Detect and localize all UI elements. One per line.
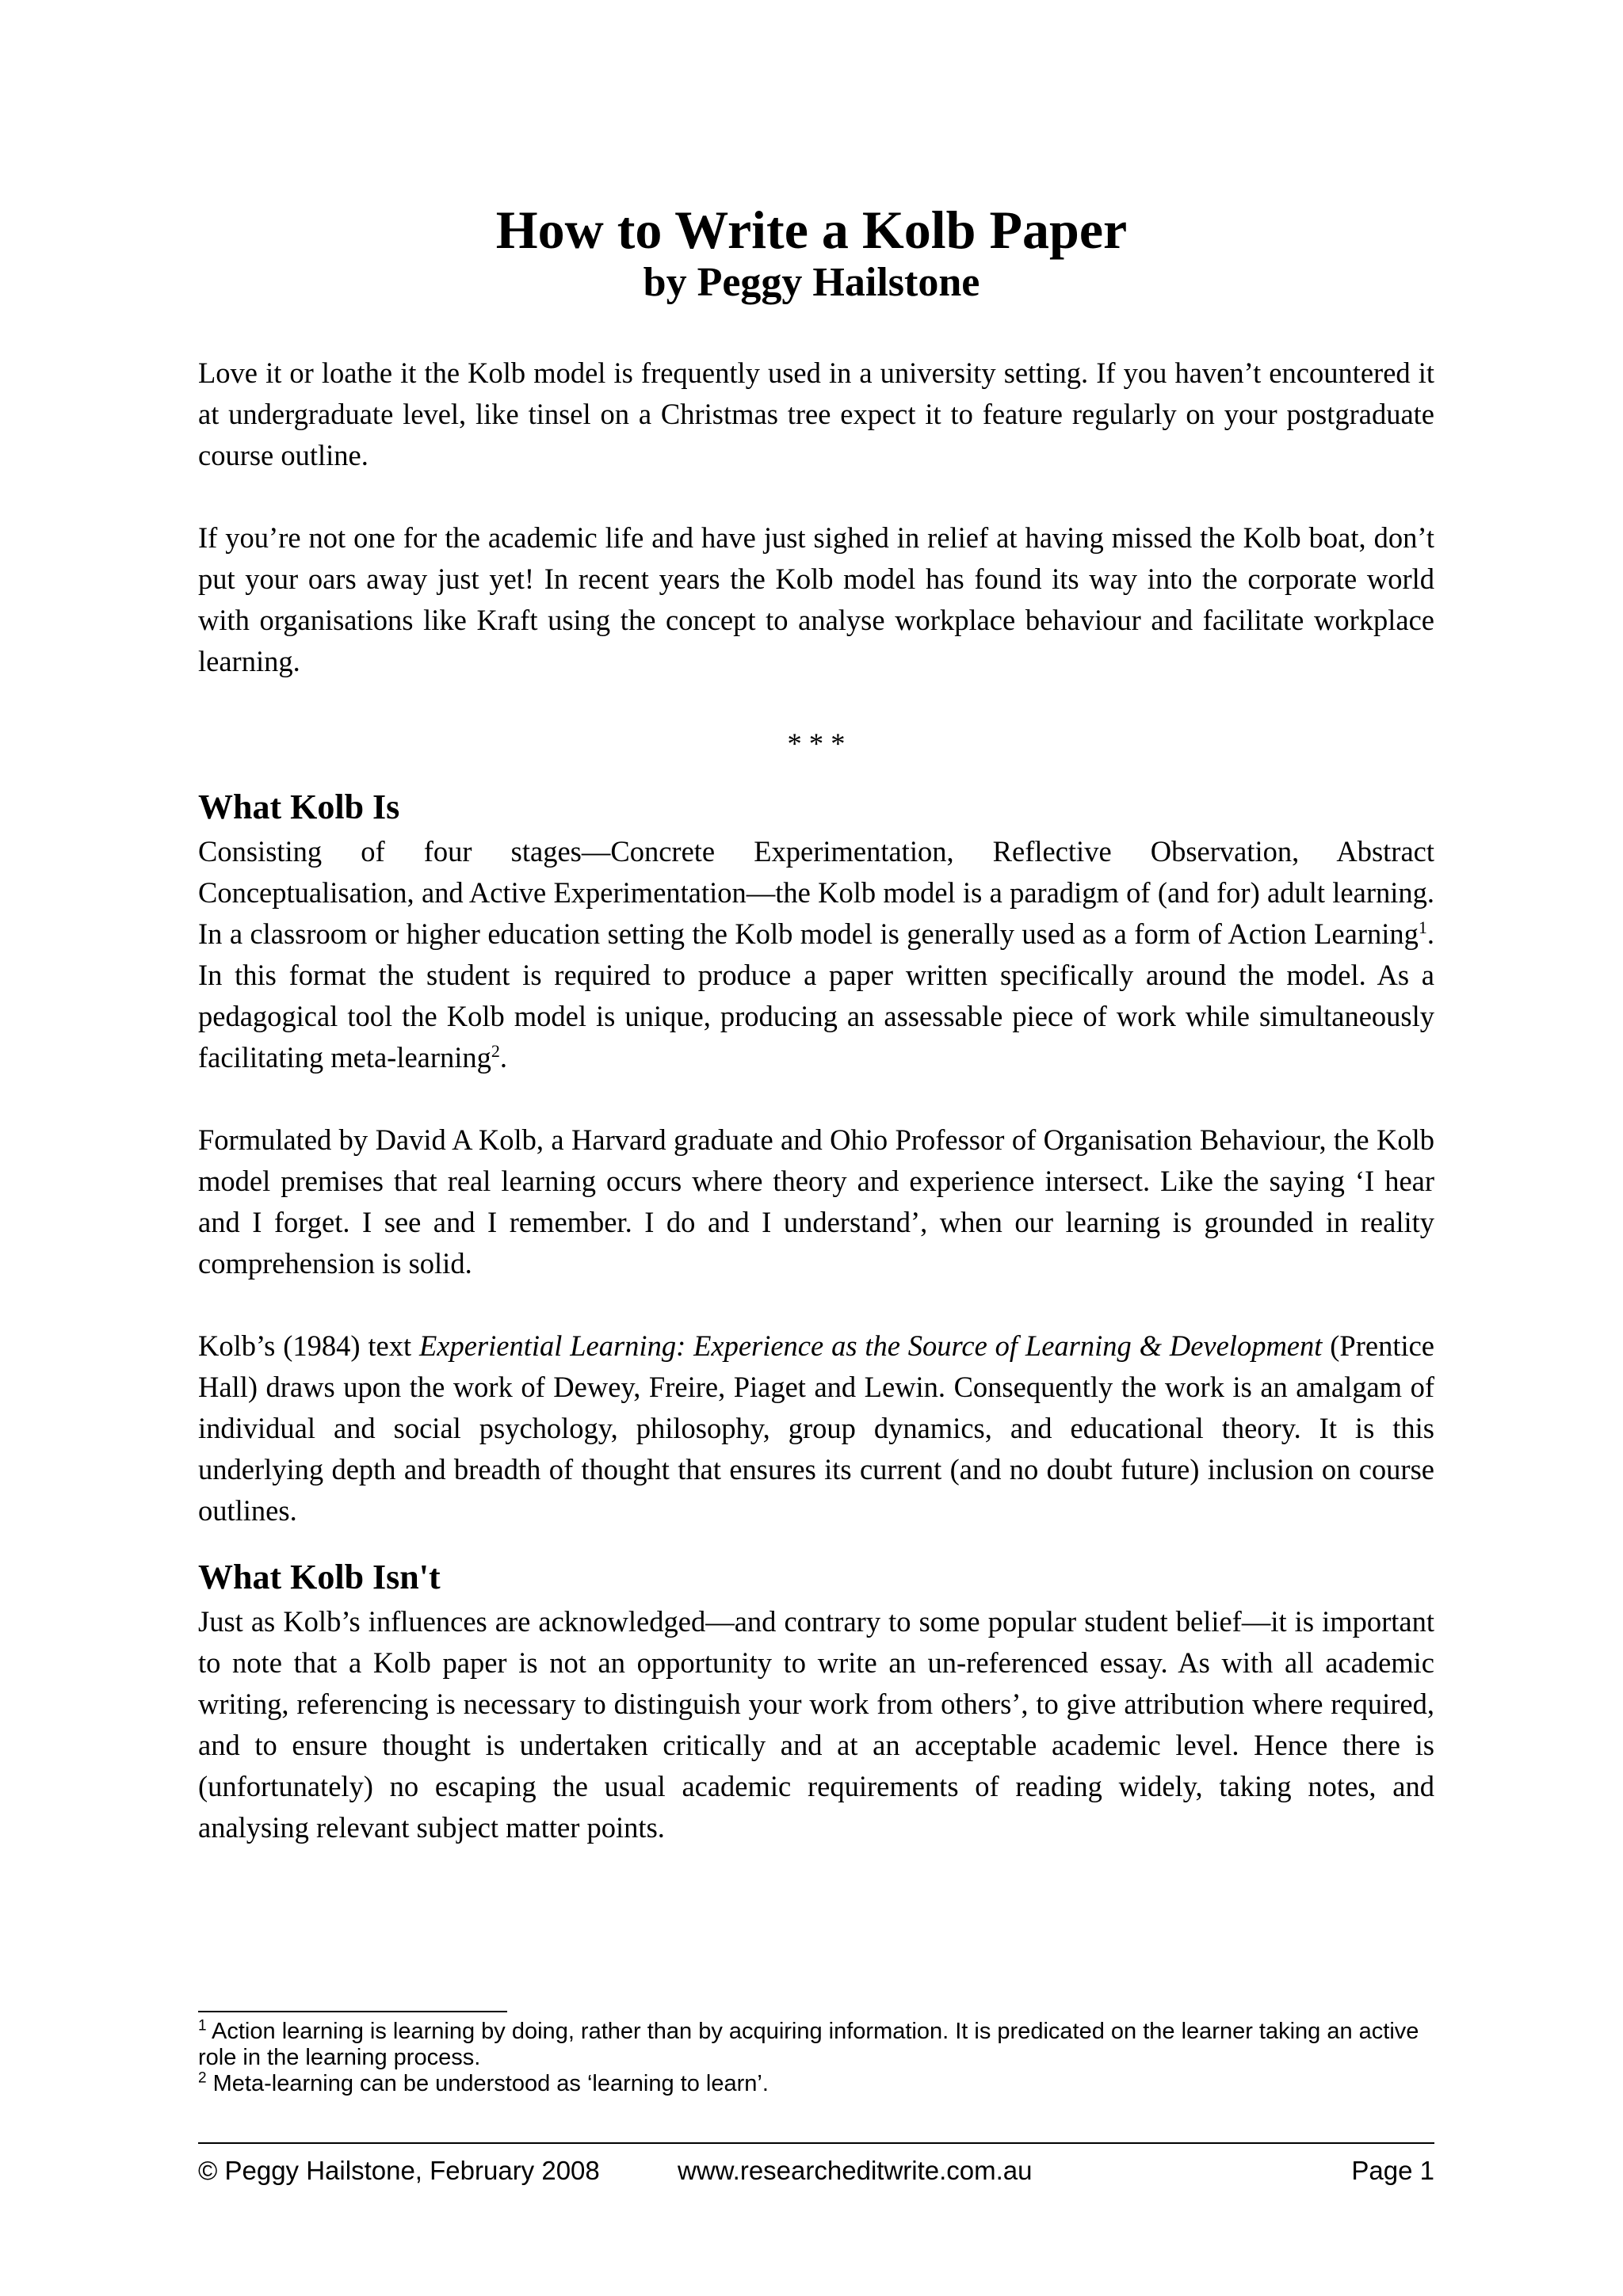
footnote-2 (198, 2071, 1434, 2097)
footnote-text: Meta-learning can be understood as ‘learning to learn’. (206, 2071, 769, 2096)
footnote-ref-2: 2 (491, 1040, 500, 1061)
footnote-number: 2 (198, 2069, 207, 2087)
section-separator: * * * (787, 727, 846, 760)
what-kolb-is-paragraph-3 (198, 1325, 1434, 1531)
book-title: Experiential Learning: Experience as the Source of Learning & Development (418, 1329, 1323, 1362)
paragraph-text: Kolb’s (1984) text (198, 1329, 419, 1362)
page-footer (198, 2153, 1434, 2188)
document-title: How to Write a Kolb Paper (495, 200, 1128, 260)
footnote-text: Action learning is learning by doing, rather than by acquiring information. It is predicated on the learner taking an active role in the learning process. (198, 2019, 1419, 2070)
intro-paragraph-1: Love it or loathe it the Kolb model is frequently used in a university setting. If you haven’t encountered it at undergraduate level, like tinsel on a Christmas tree expect it to feature regularly on your postgraduate course outline. (198, 357, 1434, 471)
footnote-number: 1 (198, 2017, 207, 2035)
footnote-1 (198, 2019, 1434, 2071)
section-heading-what-kolb-is: What Kolb Is (198, 788, 400, 826)
footer-divider (198, 2142, 1434, 2144)
paragraph-text: . (499, 1041, 508, 1074)
footer-copyright: © Peggy Hailstone, February 2008 (198, 2156, 600, 2185)
intro-paragraph-2: If you’re not one for the academic life and have just sighed in relief at having missed the Kolb boat, don’t put your oars away just yet! In recent years the Kolb model has found its way into the corporate world with organisations like Kraft using the concept to analyse workplace behaviour and facilitate workplace learning. (198, 521, 1434, 677)
document-body (198, 353, 1434, 1848)
what-kolb-isnt-paragraph-1: Just as Kolb’s influences are acknowledged—and contrary to some popular student belief—it is important to note that a Kolb paper is not an opportunity to write an un-referenced essay. As with all academic writing, referencing is necessary to distinguish your work from others’, to give attribution where required, and to ensure thought is undertaken critically and at an acceptable academic level. Hence there is (unfortunately) no escaping the usual academic requirements of reading widely, taking notes, and analysing relevant subject matter points. (198, 1605, 1434, 1844)
document-author: by Peggy Hailstone (643, 260, 980, 305)
what-kolb-is-paragraph-2: Formulated by David A Kolb, a Harvard graduate and Ohio Professor of Organisation Behaviour, the Kolb model premises that real learning occurs where theory and experience intersect. Like the saying ‘I hear and I forget. I see and I remember. I do and I understand’, when our learning is grounded in reality comprehension is solid. (198, 1123, 1434, 1280)
footer-page-number: Page 1 (1351, 2156, 1434, 2185)
section-heading-what-kolb-isnt: What Kolb Isn't (198, 1558, 441, 1596)
what-kolb-is-paragraph-1 (198, 831, 1434, 1078)
footnote-divider (198, 2011, 507, 2012)
footer-website: www.researcheditwrite.com.au (678, 2156, 1033, 2185)
paragraph-text: Consisting of four stages—Concrete Experimentation, Reflective Observation, Abstract Conceptualisation, and Active Experimentation—the Kolb model is a paradigm of (and for) adult learning. In a classroom or higher education setting the Kolb model is generally used as a form of Action Learning (198, 835, 1434, 950)
footnote-ref-1: 1 (1418, 917, 1427, 937)
footnotes (198, 2019, 1434, 2097)
paragraph-text: . In this format the student is required to produce a paper written specifically around the model. As a pedagogical tool the Kolb model is unique, producing an assessable piece of work while simultaneously facilitating meta-learning (198, 917, 1434, 1074)
paragraph-text: (Prentice Hall) draws upon the work of Dewey, Freire, Piaget and Lewin. Consequently the work is an amalgam of individual and social psychology, philosophy, group dynamics, and educational theory. It is this underlying depth and breadth of thought that ensures its current (and no doubt future) inclusion on course outlines. (198, 1329, 1434, 1527)
